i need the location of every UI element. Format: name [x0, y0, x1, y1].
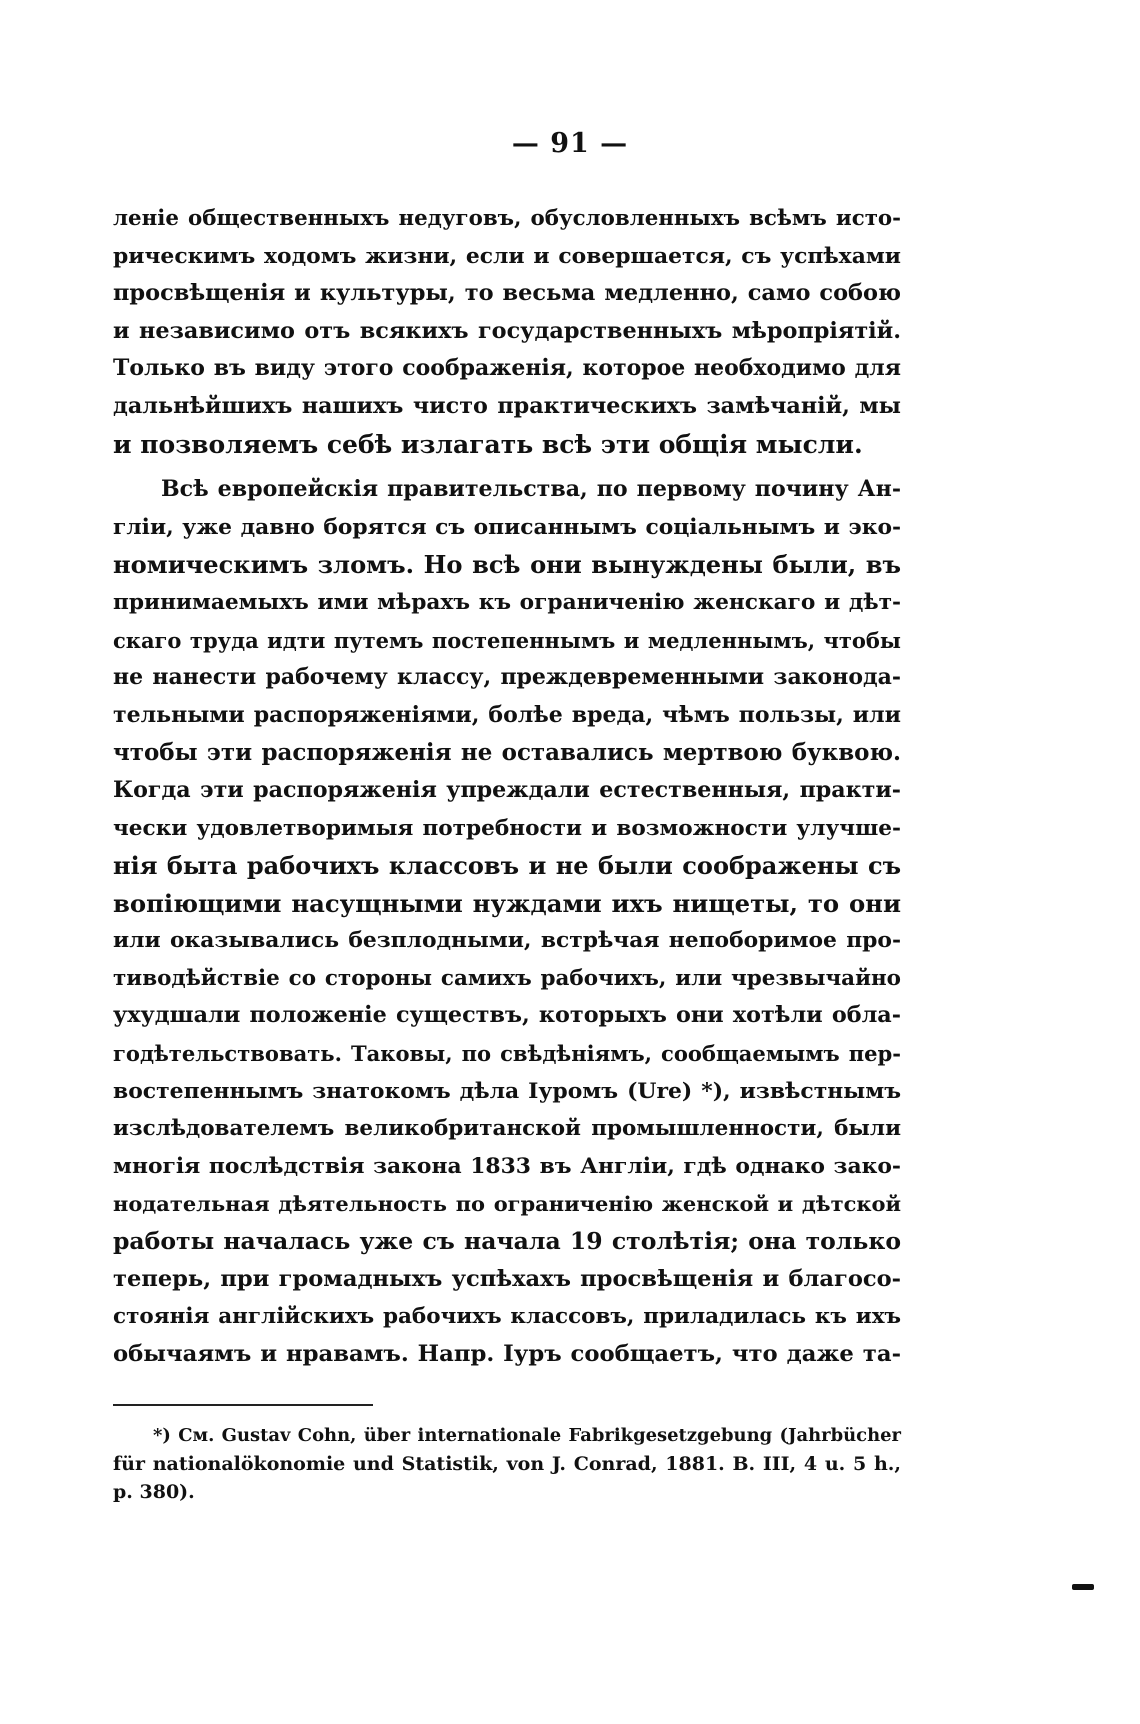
text-line: скаго труда идти путемъ постепеннымъ и медленнымъ, чтобы	[113, 627, 901, 653]
text-line: нодательная дѣятельность по ограниченію женской и дѣтской	[113, 1191, 901, 1217]
paragraph-1	[113, 200, 901, 463]
text-line: не нанести рабочему классу, преждевременными законода-	[113, 664, 901, 691]
footnote-divider	[113, 1404, 373, 1406]
text-line: принимаемыхъ ими мѣрахъ къ ограниченію женскаго и дѣт-	[113, 589, 901, 615]
text-line: востепеннымъ знатокомъ дѣла Іуромъ (Ure) *), извѣстнымъ	[113, 1077, 901, 1104]
text-line: чтобы эти распоряженія не оставались мертвою буквою.	[113, 739, 901, 767]
text-line: стоянія англійскихъ рабочихъ классовъ, приладилась къ ихъ	[113, 1304, 901, 1330]
text-line: Только въ виду этого соображенія, которое необходимо для	[113, 355, 901, 382]
text-line: чески удовлетворимыя потребности и возможности улучше-	[113, 815, 901, 841]
text-line: гліи, уже давно борятся съ описаннымъ соціальнымъ и эко-	[113, 514, 901, 540]
paragraph-gap	[113, 463, 901, 471]
footnote-line: p. 380).	[113, 1481, 195, 1503]
text-line: нія быта рабочихъ классовъ и не были соображены съ	[113, 851, 901, 881]
text-line: работы началась уже съ начала 19 столѣтія; она только	[113, 1227, 901, 1256]
text-line: изслѣдователемъ великобританской промышленности, были	[113, 1116, 901, 1142]
text-line: ухудшали положеніе существъ, которыхъ они хотѣли обла-	[113, 1002, 901, 1029]
text-line: просвѣщенія и культуры, то весьма медленно, само собою	[113, 280, 901, 307]
ink-mark	[1072, 1584, 1094, 1590]
footnote	[113, 1422, 901, 1506]
text-line: обычаямъ и нравамъ. Напр. Іуръ сообщаетъ, что даже та-	[113, 1340, 901, 1367]
footnote-line: für nationalökonomie und Statistik, von J. Conrad, 1881. B. III, 4 u. 5 h.,	[113, 1453, 901, 1475]
paragraph-2	[113, 471, 901, 1373]
text-line: дальнѣйшихъ нашихъ чисто практическихъ замѣчаній, мы	[113, 392, 901, 419]
text-line: теперь, при громадныхъ успѣхахъ просвѣщенія и благосо-	[113, 1265, 901, 1292]
footnote-line: *) См. Gustav Cohn, über internationale Fabrikgesetzgebung (Jahrbücher	[153, 1425, 901, 1446]
text-line: тельными распоряженіями, болѣе вреда, чѣмъ пользы, или	[113, 701, 901, 728]
text-line: и независимо отъ всякихъ государственныхъ мѣропріятій.	[113, 317, 901, 344]
text-line: вопіющими насущными нуждами ихъ нищеты, то они	[113, 888, 901, 918]
text-line: или оказывались безплодными, встрѣчая непоборимое про-	[113, 928, 901, 954]
text-line: тиводѣйствіе со стороны самихъ рабочихъ, или чрезвычайно	[113, 965, 901, 991]
text-line: номическимъ зломъ. Но всѣ они вынуждены были, въ	[113, 550, 901, 580]
text-line: рическимъ ходомъ жизни, если и совершается, съ успѣхами	[113, 243, 901, 269]
text-line: многія послѣдствія закона 1833 въ Англіи, гдѣ однако зако-	[113, 1152, 901, 1179]
text-line: годѣтельствовать. Таковы, по свѣдѣніямъ, сообщаемымъ пер-	[113, 1041, 901, 1067]
body-text	[113, 200, 901, 1373]
text-line: Всѣ европейскія правительства, по первому почину Ан-	[161, 476, 901, 503]
text-line: и позволяемъ себѣ излагать всѣ эти общія мысли.	[113, 429, 863, 459]
page-number: — 91 —	[511, 128, 629, 159]
text-line: Когда эти распоряженія упреждали естественныя, практи-	[113, 776, 901, 803]
text-line: леніе общественныхъ недуговъ, обусловленныхъ всѣмъ исто-	[113, 206, 901, 231]
